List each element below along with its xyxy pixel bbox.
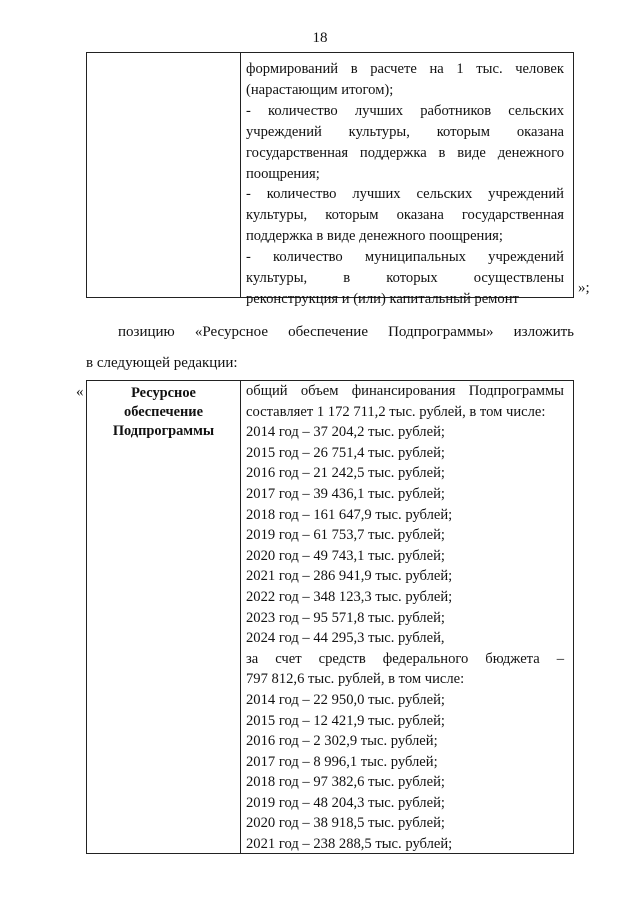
text-line: поощрения;	[246, 165, 320, 182]
financing-line: 2021 год – 238 288,5 тыс. рублей;	[246, 836, 453, 853]
instruction-paragraph-line-1: позицию «Ресурсное обеспечение Подпрограммы» изложить	[118, 324, 574, 340]
text-line: учреждений культуры, которым оказана	[246, 123, 564, 140]
financing-line: 2017 год – 39 436,1 тыс. рублей;	[246, 485, 445, 502]
instruction-paragraph-line-2: в следующей редакции:	[86, 355, 238, 371]
financing-line: 2021 год – 286 941,9 тыс. рублей;	[246, 568, 453, 585]
text-line: культуры, которым оказана государственная	[246, 207, 564, 224]
continuation-table	[86, 52, 574, 307]
financing-line: 2015 год – 12 421,9 тыс. рублей;	[246, 712, 445, 729]
text-line: реконструкция и (или) капитальный ремонт	[246, 290, 519, 307]
closing-quote-mark: »;	[578, 280, 590, 296]
financing-line: 2014 год – 22 950,0 тыс. рублей;	[246, 691, 445, 708]
financing-line: 2016 год – 2 302,9 тыс. рублей;	[246, 733, 438, 750]
text-line: государственная поддержка в виде денежного	[246, 144, 564, 161]
opening-quote-mark: «	[76, 384, 84, 400]
table-left-cell-empty	[87, 53, 241, 297]
text-line: - количество муниципальных учреждений	[246, 249, 564, 266]
financing-line: общий объем финансирования Подпрограммы	[246, 383, 564, 399]
financing-line: 2019 год – 48 204,3 тыс. рублей;	[246, 794, 445, 811]
heading-line: Подпрограммы	[112, 423, 215, 439]
text-line: (нарастающим итогом);	[246, 81, 394, 98]
financing-line: 2019 год – 61 753,7 тыс. рублей;	[246, 527, 445, 544]
heading-line: Ресурсное	[131, 385, 196, 401]
text-line: поддержка в виде денежного поощрения;	[246, 228, 503, 245]
financing-line: 2015 год – 26 751,4 тыс. рублей;	[246, 444, 445, 461]
financing-line: 2018 год – 97 382,6 тыс. рублей;	[246, 774, 445, 791]
financing-line: 2020 год – 49 743,1 тыс. рублей;	[246, 547, 445, 564]
financing-cell	[246, 381, 564, 855]
page-number: 18	[312, 30, 328, 46]
heading-line: обеспечение	[124, 404, 203, 420]
financing-line: 2023 год – 95 571,8 тыс. рублей;	[246, 609, 445, 626]
resource-heading-cell	[87, 381, 241, 853]
financing-line: 2018 год – 161 647,9 тыс. рублей;	[246, 506, 453, 523]
financing-line: составляет 1 172 711,2 тыс. рублей, в том числе:	[246, 403, 546, 420]
indicators-cell	[246, 59, 564, 310]
resource-table	[86, 380, 574, 854]
financing-line: 2022 год – 348 123,3 тыс. рублей;	[246, 588, 453, 605]
text-line: культуры, в которых осуществлены	[246, 270, 564, 287]
financing-line: 2017 год – 8 996,1 тыс. рублей;	[246, 753, 438, 770]
text-line: - количество лучших сельских учреждений	[246, 186, 564, 203]
financing-line: за счет средств федерального бюджета –	[246, 650, 564, 667]
financing-line: 2024 год – 44 295,3 тыс. рублей,	[246, 630, 445, 647]
text-line: - количество лучших работников сельских	[246, 102, 564, 119]
financing-line: 797 812,6 тыс. рублей, в том числе:	[246, 671, 465, 688]
financing-line: 2016 год – 21 242,5 тыс. рублей;	[246, 465, 445, 482]
financing-line: 2020 год – 38 918,5 тыс. рублей;	[246, 815, 445, 832]
financing-line: 2014 год – 37 204,2 тыс. рублей;	[246, 424, 445, 441]
text-line: формирований в расчете на 1 тыс. человек	[246, 61, 564, 77]
